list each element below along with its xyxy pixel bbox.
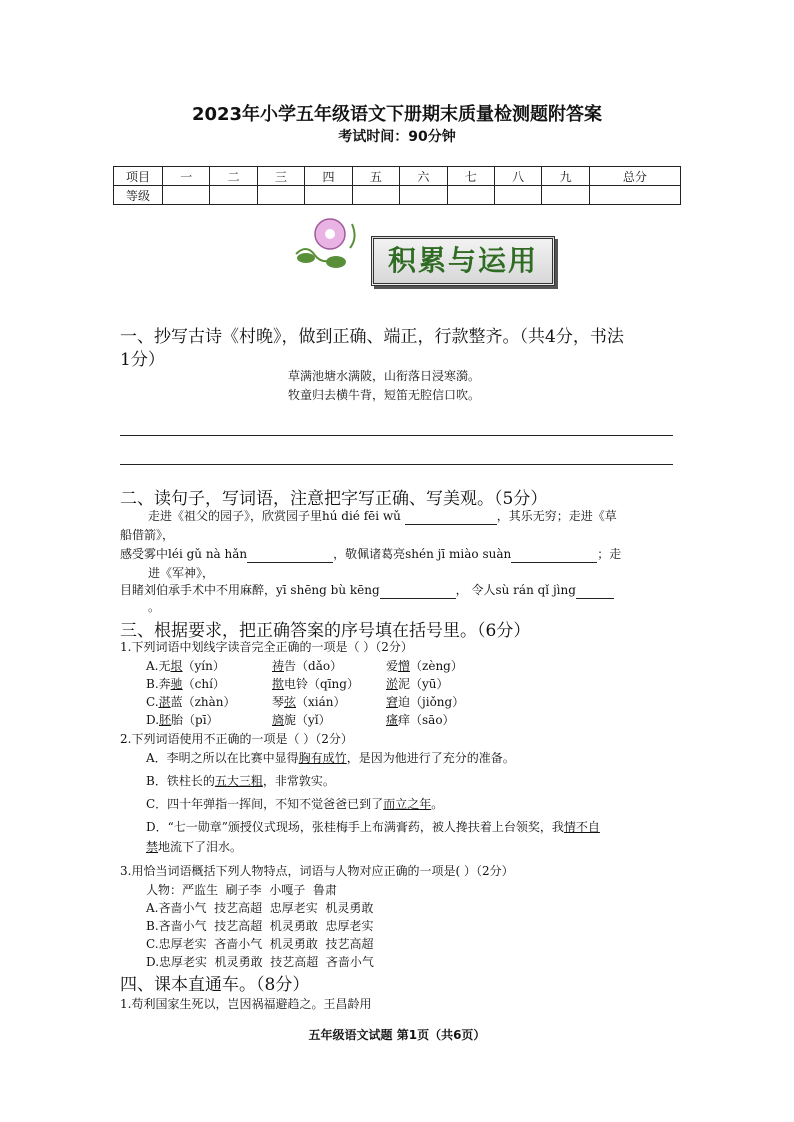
page-title: 2023年小学五年级语文下册期末质量检测题附答案 — [191, 104, 603, 125]
q4-sub-1: 1.苟利国家生死以，岂因祸福避趋之。王昌龄用 — [120, 997, 372, 1011]
q2-line-5 — [120, 581, 680, 599]
option-b2: 揿电铃（qīng） — [272, 677, 359, 691]
score-column-header: 一 — [163, 167, 210, 186]
score-header-row — [114, 167, 681, 186]
q2-line-1 — [148, 507, 678, 525]
option-row — [146, 711, 546, 729]
q2-text: ， 令人sù rán qǐ jìng — [455, 583, 576, 597]
writing-line-1[interactable] — [120, 435, 673, 436]
q2-text: ，其乐无穷；走进《草 — [496, 509, 617, 523]
option-d2: 旖旎（yǐ） — [272, 713, 331, 727]
option-a2: 祷告（dǎo） — [272, 659, 343, 673]
q2-text: 目睹刘伯承手术中不用麻醉，yī shēng bù kēng — [120, 583, 380, 597]
q3-s3-option-c: C.忠厚老实 吝啬小气 机灵勇敢 技艺高超 — [146, 937, 374, 951]
q2-text: ，敬佩诸葛亮shén jī miào suàn — [333, 547, 512, 561]
q2-line-3 — [120, 545, 680, 563]
morning-glory-flower-icon — [292, 214, 364, 272]
q3-sub-3: 3.用恰当词语概括下列人物特点，词语与人物对应正确的一项是( ）（2分） — [120, 864, 514, 878]
q3-s3-people: 人物：严监生 刷子李 小嘎子 鲁肃 — [146, 883, 337, 897]
option-a1: A.无垠（yín） — [146, 659, 225, 673]
score-column-header: 四 — [305, 167, 352, 186]
option-b3: 淤泥（yū） — [386, 677, 449, 691]
q2-line-6: 。 — [148, 600, 161, 614]
option-row — [146, 675, 546, 693]
option-d3: 瘙痒（sāo） — [386, 713, 455, 727]
option-row — [146, 693, 546, 711]
score-column-header: 六 — [400, 167, 447, 186]
poem-line-2: 牧童归去横牛背，短笛无腔信口吹。 — [288, 388, 481, 402]
option-d1: D.胚胎（pī） — [146, 713, 219, 727]
q2-heading: 二、读句子，写词语，注意把字写正确、写美观。（5分） — [120, 489, 548, 509]
writing-line-2[interactable] — [120, 464, 673, 465]
score-column-header: 五 — [352, 167, 399, 186]
answer-blank[interactable] — [511, 562, 597, 563]
grade-cell[interactable] — [542, 186, 589, 205]
q2-text: ；走 — [597, 547, 622, 561]
score-column-header: 八 — [494, 167, 541, 186]
option-row — [146, 657, 546, 675]
q3-s2-option-d: D．“七一勋章”颁授仪式现场，张桂梅手上布满膏药，被人搀扶着上台领奖，我情不自 — [146, 820, 600, 834]
score-column-header: 九 — [542, 167, 589, 186]
option-c1: C.湛蓝（zhàn） — [146, 695, 236, 709]
score-column-header: 三 — [257, 167, 304, 186]
option-a3: 爱憎（zèng） — [386, 659, 463, 673]
grade-cell[interactable] — [400, 186, 447, 205]
q1-heading: 一、抄写古诗《村晚》，做到正确、端正，行款整齐。（共4分，书法 — [120, 327, 624, 347]
q3-s1-options — [146, 657, 546, 729]
answer-blank[interactable] — [247, 562, 333, 563]
score-table — [113, 166, 681, 205]
score-grade-row — [114, 186, 681, 205]
answer-blank[interactable] — [576, 598, 614, 599]
q3-s2-option-a: A．李明之所以在比赛中显得胸有成竹，是因为他进行了充分的准备。 — [146, 751, 515, 765]
grade-cell[interactable] — [210, 186, 257, 205]
q3-s3-option-b: B.吝啬小气 技艺高超 机灵勇敢 忠厚老实 — [146, 919, 374, 933]
q2-line-4: 进《军神》， — [148, 566, 215, 580]
q3-sub-2: 2.下列词语使用不正确的一项是（ ）（2分） — [120, 732, 353, 746]
grade-cell[interactable] — [257, 186, 304, 205]
q2-text: 走进《祖父的园子》，欣赏园子里hú dié fēi wǔ — [148, 509, 401, 523]
score-column-header: 二 — [210, 167, 257, 186]
section-banner: 积累与运用 — [371, 236, 555, 286]
grade-cell[interactable] — [447, 186, 494, 205]
option-c2: 琴弦（xián） — [272, 695, 346, 709]
option-b1: B.奔驰（chí） — [146, 677, 225, 691]
score-column-header: 七 — [447, 167, 494, 186]
grade-cell[interactable] — [163, 186, 210, 205]
q3-s3-option-a: A.吝啬小气 技艺高超 忠厚老实 机灵勇敢 — [146, 901, 374, 915]
q3-s3-option-d: D.忠厚老实 机灵勇敢 技艺高超 吝啬小气 — [146, 955, 374, 969]
q3-heading: 三、根据要求，把正确答案的序号填在括号里。（6分） — [120, 621, 531, 641]
answer-blank[interactable] — [380, 598, 456, 599]
q2-text: 感受雾中léi gǔ nà hǎn — [120, 547, 248, 561]
q3-sub-1: 1.下列词语中划线字读音完全正确的一项是（ ）（2分） — [120, 640, 413, 654]
q4-heading: 四、课本直通车。（8分） — [120, 975, 310, 995]
poem-line-1: 草满池塘水满陂，山衔落日浸寒漪。 — [288, 369, 481, 383]
q3-s2-option-d-cont: 禁地流下了泪水。 — [146, 840, 243, 854]
score-row-label: 项目 — [114, 167, 163, 186]
q3-s2-option-c: C．四十年弹指一挥间，不知不觉爸爸已到了而立之年。 — [146, 797, 444, 811]
q1-heading-cont: 1分） — [120, 350, 165, 370]
option-c3: 窘迫（jiǒng） — [386, 695, 465, 709]
answer-blank[interactable] — [405, 524, 497, 525]
grade-cell[interactable] — [494, 186, 541, 205]
exam-time: 考试时间：90分钟 — [338, 129, 456, 145]
q3-s2-option-b: B．铁柱长的五大三粗，非常敦实。 — [146, 774, 335, 788]
score-column-header: 总分 — [589, 167, 680, 186]
grade-cell[interactable] — [589, 186, 680, 205]
q2-line-2: 船借箭》， — [120, 528, 175, 542]
page-footer: 五年级语文试题 第1页（共6页） — [308, 1028, 486, 1042]
grade-cell[interactable] — [352, 186, 399, 205]
grade-label: 等级 — [114, 186, 163, 205]
grade-cell[interactable] — [305, 186, 352, 205]
